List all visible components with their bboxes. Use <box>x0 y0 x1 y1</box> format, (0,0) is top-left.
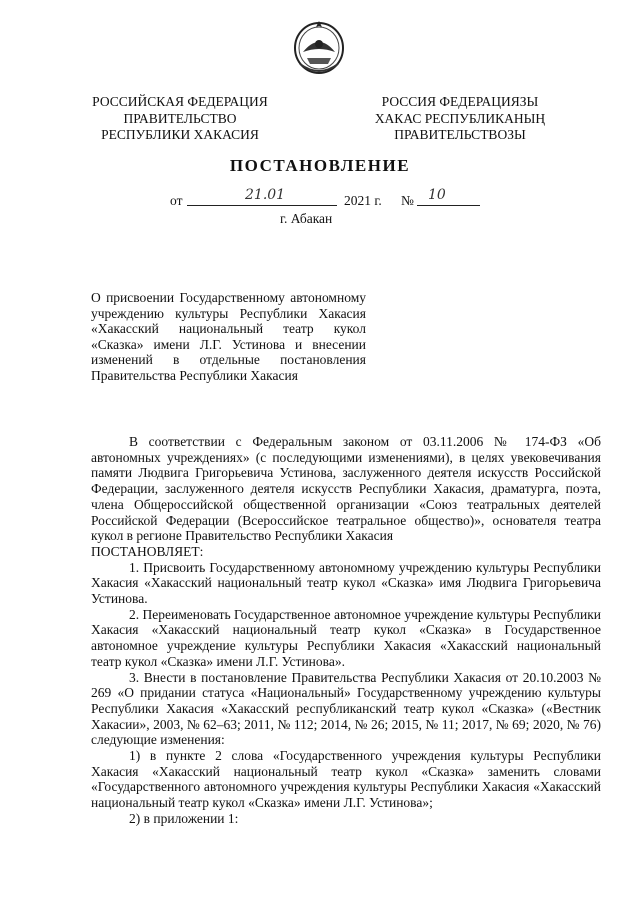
header-right-line-1: РОССИЯ ФЕДЕРАЦИЯЗЫ <box>381 94 539 109</box>
paragraph-preamble: В соответствии с Федеральным законом от 03.11.2006 № 174-ФЗ «Об автономных учреждениях» (с последующими изменениями), в целях увековечивания памяти Людвига Григорьевича Устинова, заслуженного деятеля искусств Российской Федерации, заслуженного деятеля искусств Республики Хакасия, драматурга, поэта, члена Общероссийской общественной организации «Союз театральных деятелей Российской Федерации (Всероссийское театральное общество)», основателя театра кукол в регионе Правительство Республики Хакасия <box>91 434 601 544</box>
document-title: ПОСТАНОВЛЕНИЕ <box>229 156 411 175</box>
year-label: 2021 г. <box>344 193 382 208</box>
number-sign: № <box>401 193 414 208</box>
date-from-label: от <box>170 193 183 208</box>
header-left-line-1: РОССИЙСКАЯ ФЕДЕРАЦИЯ <box>92 94 268 109</box>
paragraph-item-3: 3. Внести в постановление Правительства Республики Хакасия от 20.10.2003 № 269 «О придании статуса «Национальный» Государственному учреждению культуры Республики Хакасия «Хакасский республиканский театр кукол «Сказка» («Вестник Хакасии», 2003, № 62–63; 2011, № 112; 2014, № 26; 2015, № 11; 2017, № 69; 2020, № 76) следующие изменения: <box>91 669 601 748</box>
city-name: г. Абакан <box>280 211 333 226</box>
header-left-block <box>80 94 280 144</box>
paragraph-item-2: 2. Переименовать Государственное автономное учреждение культуры Республики Хакасия «Хакасский национальный театр кукол «Сказка» в Государственное автономное учреждение культуры Республики Хакасия «Хакасский национальный театр кукол «Сказка» имени Л.Г. Устинова». <box>91 606 601 669</box>
paragraph-resolves: ПОСТАНОВЛЯЕТ: <box>91 543 204 559</box>
header-right-line-3: ПРАВИТЕЛЬСТВОЗЫ <box>394 127 526 142</box>
header-right-line-2: ХАКАС РЕСПУБЛИКАНЫҢ <box>374 110 546 126</box>
coat-of-arms-emblem <box>292 18 346 76</box>
paragraph-subitem-2: 2) в приложении 1: <box>129 810 239 826</box>
number-underline <box>417 191 480 206</box>
date-handwritten: 21.01 <box>245 187 286 203</box>
date-number-line <box>0 187 640 211</box>
document-body <box>91 434 601 827</box>
number-handwritten: 10 <box>428 187 446 203</box>
subject-block: О присвоении Государственному автономному учреждению культуры Республики Хакасия «Хакасский национальный театр кукол «Сказка» имени Л.Г. Устинова и внесении изменений в отдельные постановления Правительства Республики Хакасия <box>91 290 366 383</box>
header-right-block <box>360 94 560 144</box>
paragraph-item-1: 1. Присвоить Государственному автономному учреждению культуры Республики Хакасия «Хакасский национальный театр кукол «Сказка» имя Людвига Григорьевича Устинова. <box>91 559 601 607</box>
header-left-line-2: ПРАВИТЕЛЬСТВО <box>123 110 237 126</box>
paragraph-subitem-1: 1) в пункте 2 слова «Государственного учреждения культуры Республики Хакасия «Хакасский национальный театр кукол «Сказка» заменить словами «Государственного автономного учреждения культуры Республики Хакасия «Хакасский национальный театр кукол «Сказка» имени Л.Г. Устинова»; <box>91 748 601 811</box>
header-left-line-3: РЕСПУБЛИКИ ХАКАСИЯ <box>101 127 259 142</box>
